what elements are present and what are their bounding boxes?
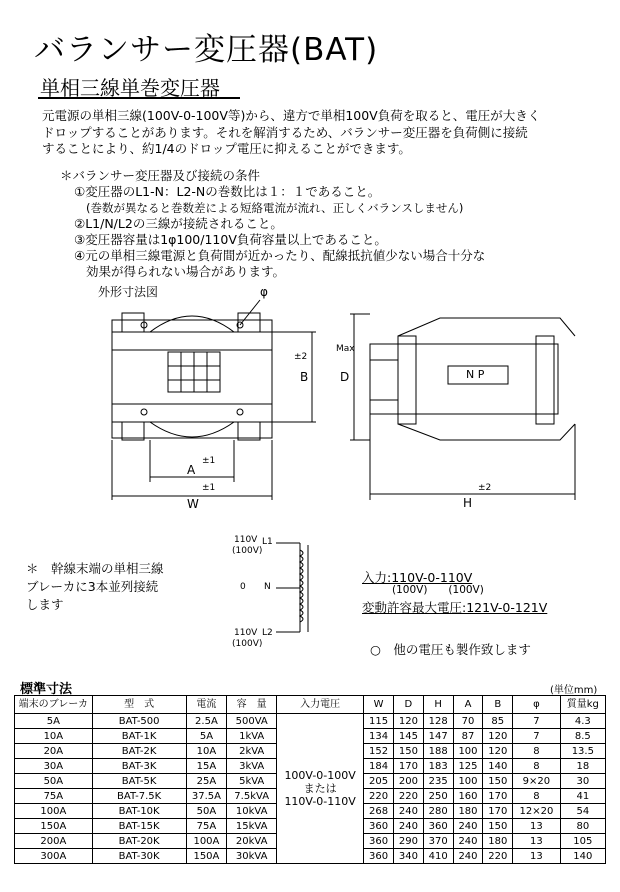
table-cell: 100A: [15, 804, 93, 819]
table-row: [15, 714, 606, 729]
table-cell: 290: [394, 834, 424, 849]
table-cell: 20kVA: [227, 834, 277, 849]
input-voltage-alt: (100V) (100V): [392, 584, 484, 596]
phi-label: φ: [260, 285, 268, 299]
table-cell: 7: [513, 714, 560, 729]
table-cell: 240: [453, 849, 483, 864]
table-cell: 268: [364, 804, 394, 819]
table-cell: BAT-30K: [92, 849, 186, 864]
note-line: ブレーカに3本並列接続: [26, 579, 159, 594]
table-cell: 150A: [15, 819, 93, 834]
condition-note: (巻数が異なると巻数差による短絡電流が流れ、正しくバランスしません): [86, 201, 464, 215]
table-cell: 360: [364, 819, 394, 834]
table-cell: 280: [423, 804, 453, 819]
condition-item: ④元の単相三線電源と負荷間が近かったり、配線抵抗値少ない場合十分な: [74, 248, 486, 263]
table-cell: BAT-500: [92, 714, 186, 729]
table-cell: 13: [513, 834, 560, 849]
spec-table: [14, 695, 606, 864]
table-cell: 9×20: [513, 774, 560, 789]
table-cell: 170: [394, 759, 424, 774]
input-voltage-cell: [277, 714, 364, 864]
table-cell: 120: [483, 729, 513, 744]
table-cell: 105: [560, 834, 605, 849]
header-cell: 質量kg: [560, 696, 605, 714]
condition-item-cont: 効果が得られない場合があります。: [86, 264, 286, 279]
table-cell: 7.5kVA: [227, 789, 277, 804]
table-cell: 360: [423, 819, 453, 834]
other-voltage-note: ○ 他の電圧も製作致します: [370, 642, 531, 657]
table-cell: 54: [560, 804, 605, 819]
table-cell: 8: [513, 744, 560, 759]
header-cell: 容 量: [227, 696, 277, 714]
table-cell: 5A: [15, 714, 93, 729]
header-cell: 型 式: [92, 696, 186, 714]
table-cell: 7: [513, 729, 560, 744]
table-cell: 140: [483, 759, 513, 774]
table-cell: 188: [423, 744, 453, 759]
table-cell: 170: [483, 789, 513, 804]
table-cell: 4.3: [560, 714, 605, 729]
table-cell: 250: [423, 789, 453, 804]
l2-voltage-alt: (100V): [232, 639, 263, 649]
voltage-line: または: [303, 782, 337, 795]
table-cell: 240: [453, 834, 483, 849]
table-cell: 340: [394, 849, 424, 864]
intro-line: 元電源の単相三線(100V-0-100V等)から、違方で単相100V負荷を取ると、電圧が大きく: [42, 108, 541, 123]
header-cell: 入力電圧: [277, 696, 364, 714]
table-cell: 115: [364, 714, 394, 729]
dim-w-label: W: [187, 497, 199, 511]
n-terminal: N: [264, 582, 271, 592]
table-cell: 12×20: [513, 804, 560, 819]
table-cell: 100A: [186, 834, 227, 849]
table-cell: 50A: [186, 804, 227, 819]
dim-b-label: B: [300, 370, 309, 384]
table-cell: 152: [364, 744, 394, 759]
table-cell: 145: [394, 729, 424, 744]
table-cell: 10kVA: [227, 804, 277, 819]
table-cell: 134: [364, 729, 394, 744]
dim-h-label: H: [463, 496, 473, 510]
page-subtitle: 単相三線単巻変圧器: [40, 76, 220, 100]
table-cell: 180: [483, 834, 513, 849]
table-cell: 1kVA: [227, 729, 277, 744]
table-cell: 200A: [15, 834, 93, 849]
table-cell: 25A: [186, 774, 227, 789]
condition-item: ③変圧器容量は1φ100/110V負荷容量以上であること。: [74, 232, 387, 247]
table-cell: 180: [453, 804, 483, 819]
page-title: バランサー変圧器(BAT): [34, 32, 379, 68]
table-cell: 37.5A: [186, 789, 227, 804]
table-cell: 41: [560, 789, 605, 804]
condition-item: ①変圧器のL1-N：L2-Nの巻数比は１：１であること。: [74, 184, 381, 199]
header-cell: 端末のブレーカ: [15, 696, 93, 714]
header-cell: W: [364, 696, 394, 714]
table-cell: 235: [423, 774, 453, 789]
table-cell: 140: [560, 849, 605, 864]
tol-h: ±2: [478, 483, 492, 493]
table-cell: 13.5: [560, 744, 605, 759]
table-cell: 128: [423, 714, 453, 729]
table-cell: 410: [423, 849, 453, 864]
table-cell: 15kVA: [227, 819, 277, 834]
l2-terminal: L2: [262, 628, 273, 638]
table-cell: 240: [453, 819, 483, 834]
table-cell: 300A: [15, 849, 93, 864]
table-cell: 150: [483, 819, 513, 834]
table-cell: 30kVA: [227, 849, 277, 864]
table-header-row: [15, 696, 606, 714]
l1-terminal: L1: [262, 537, 273, 547]
n-voltage: 0: [240, 582, 246, 592]
table-cell: 150: [394, 744, 424, 759]
l1-voltage: 110V: [234, 535, 258, 545]
tol-b: ±2: [294, 352, 308, 362]
header-cell: H: [423, 696, 453, 714]
table-cell: BAT-3K: [92, 759, 186, 774]
table-cell: 5kVA: [227, 774, 277, 789]
table-cell: 170: [483, 804, 513, 819]
table-cell: 150A: [186, 849, 227, 864]
tol-a: ±1: [202, 456, 216, 466]
wiring-note: [26, 560, 164, 614]
table-cell: 75A: [186, 819, 227, 834]
table-unit: (単位mm): [550, 685, 598, 696]
table-cell: 183: [423, 759, 453, 774]
header-cell: φ: [513, 696, 560, 714]
l1-voltage-alt: (100V): [232, 546, 263, 556]
table-cell: 147: [423, 729, 453, 744]
table-cell: 75A: [15, 789, 93, 804]
table-cell: 200: [394, 774, 424, 789]
table-cell: 360: [364, 849, 394, 864]
table-cell: 2kVA: [227, 744, 277, 759]
condition-item: ②L1/N/L2の三線が接続されること。: [74, 216, 283, 231]
table-cell: 100: [453, 744, 483, 759]
table-cell: 220: [483, 849, 513, 864]
table-cell: 125: [453, 759, 483, 774]
note-line: ＊ 幹線末端の単相三線: [26, 561, 164, 576]
table-cell: 184: [364, 759, 394, 774]
table-cell: 2.5A: [186, 714, 227, 729]
table-cell: 120: [483, 744, 513, 759]
table-cell: BAT-10K: [92, 804, 186, 819]
intro-line: することにより、約1/4のドロップ電圧に抑えることができます。: [42, 141, 411, 156]
intro-line: ドロップすることがあります。それを解消するため、バランサー変圧器を負荷側に接続: [42, 124, 528, 140]
table-cell: 50A: [15, 774, 93, 789]
table-cell: 20A: [15, 744, 93, 759]
dim-a-label: A: [187, 463, 196, 477]
l2-voltage: 110V: [234, 628, 258, 638]
max-voltage: 変動許容最大電圧:121V-0-121V: [362, 600, 548, 615]
table-cell: 8: [513, 759, 560, 774]
table-cell: BAT-20K: [92, 834, 186, 849]
table-cell: 150: [483, 774, 513, 789]
table-cell: 205: [364, 774, 394, 789]
table-cell: 18: [560, 759, 605, 774]
table-cell: 10A: [186, 744, 227, 759]
dim-d-label: D: [340, 370, 350, 384]
drawing-label: 外形寸法図: [98, 285, 159, 299]
input-voltage: 入力:110V-0-110V: [362, 570, 473, 585]
note-line: します: [26, 597, 64, 612]
header-cell: 電流: [186, 696, 227, 714]
table-cell: 240: [394, 819, 424, 834]
table-cell: 8: [513, 789, 560, 804]
table-cell: 5A: [186, 729, 227, 744]
table-cell: BAT-1K: [92, 729, 186, 744]
conditions-heading: ＊バランサー変圧器及び接続の条件: [60, 168, 261, 183]
table-cell: 15A: [186, 759, 227, 774]
nameplate-label: N P: [466, 368, 485, 381]
table-cell: 13: [513, 849, 560, 864]
max-label: Max: [336, 344, 355, 354]
table-cell: 10A: [15, 729, 93, 744]
table-cell: 80: [560, 819, 605, 834]
table-cell: 370: [423, 834, 453, 849]
table-cell: BAT-5K: [92, 774, 186, 789]
table-cell: 220: [364, 789, 394, 804]
header-cell: D: [394, 696, 424, 714]
table-cell: 13: [513, 819, 560, 834]
header-cell: A: [453, 696, 483, 714]
header-cell: B: [483, 696, 513, 714]
table-cell: 87: [453, 729, 483, 744]
table-cell: 70: [453, 714, 483, 729]
tol-w: ±1: [202, 483, 216, 493]
voltage-line: 110V-0-110V: [284, 795, 356, 808]
table-cell: BAT-2K: [92, 744, 186, 759]
table-cell: 220: [394, 789, 424, 804]
table-cell: 85: [483, 714, 513, 729]
table-cell: BAT-15K: [92, 819, 186, 834]
table-cell: 360: [364, 834, 394, 849]
table-cell: 8.5: [560, 729, 605, 744]
table-cell: 100: [453, 774, 483, 789]
table-cell: 240: [394, 804, 424, 819]
table-title: 標準寸法: [20, 682, 73, 697]
table-cell: 160: [453, 789, 483, 804]
table-cell: BAT-7.5K: [92, 789, 186, 804]
table-cell: 30A: [15, 759, 93, 774]
voltage-line: 100V-0-100V: [284, 769, 356, 782]
table-cell: 120: [394, 714, 424, 729]
table-cell: 3kVA: [227, 759, 277, 774]
table-cell: 500VA: [227, 714, 277, 729]
table-cell: 30: [560, 774, 605, 789]
